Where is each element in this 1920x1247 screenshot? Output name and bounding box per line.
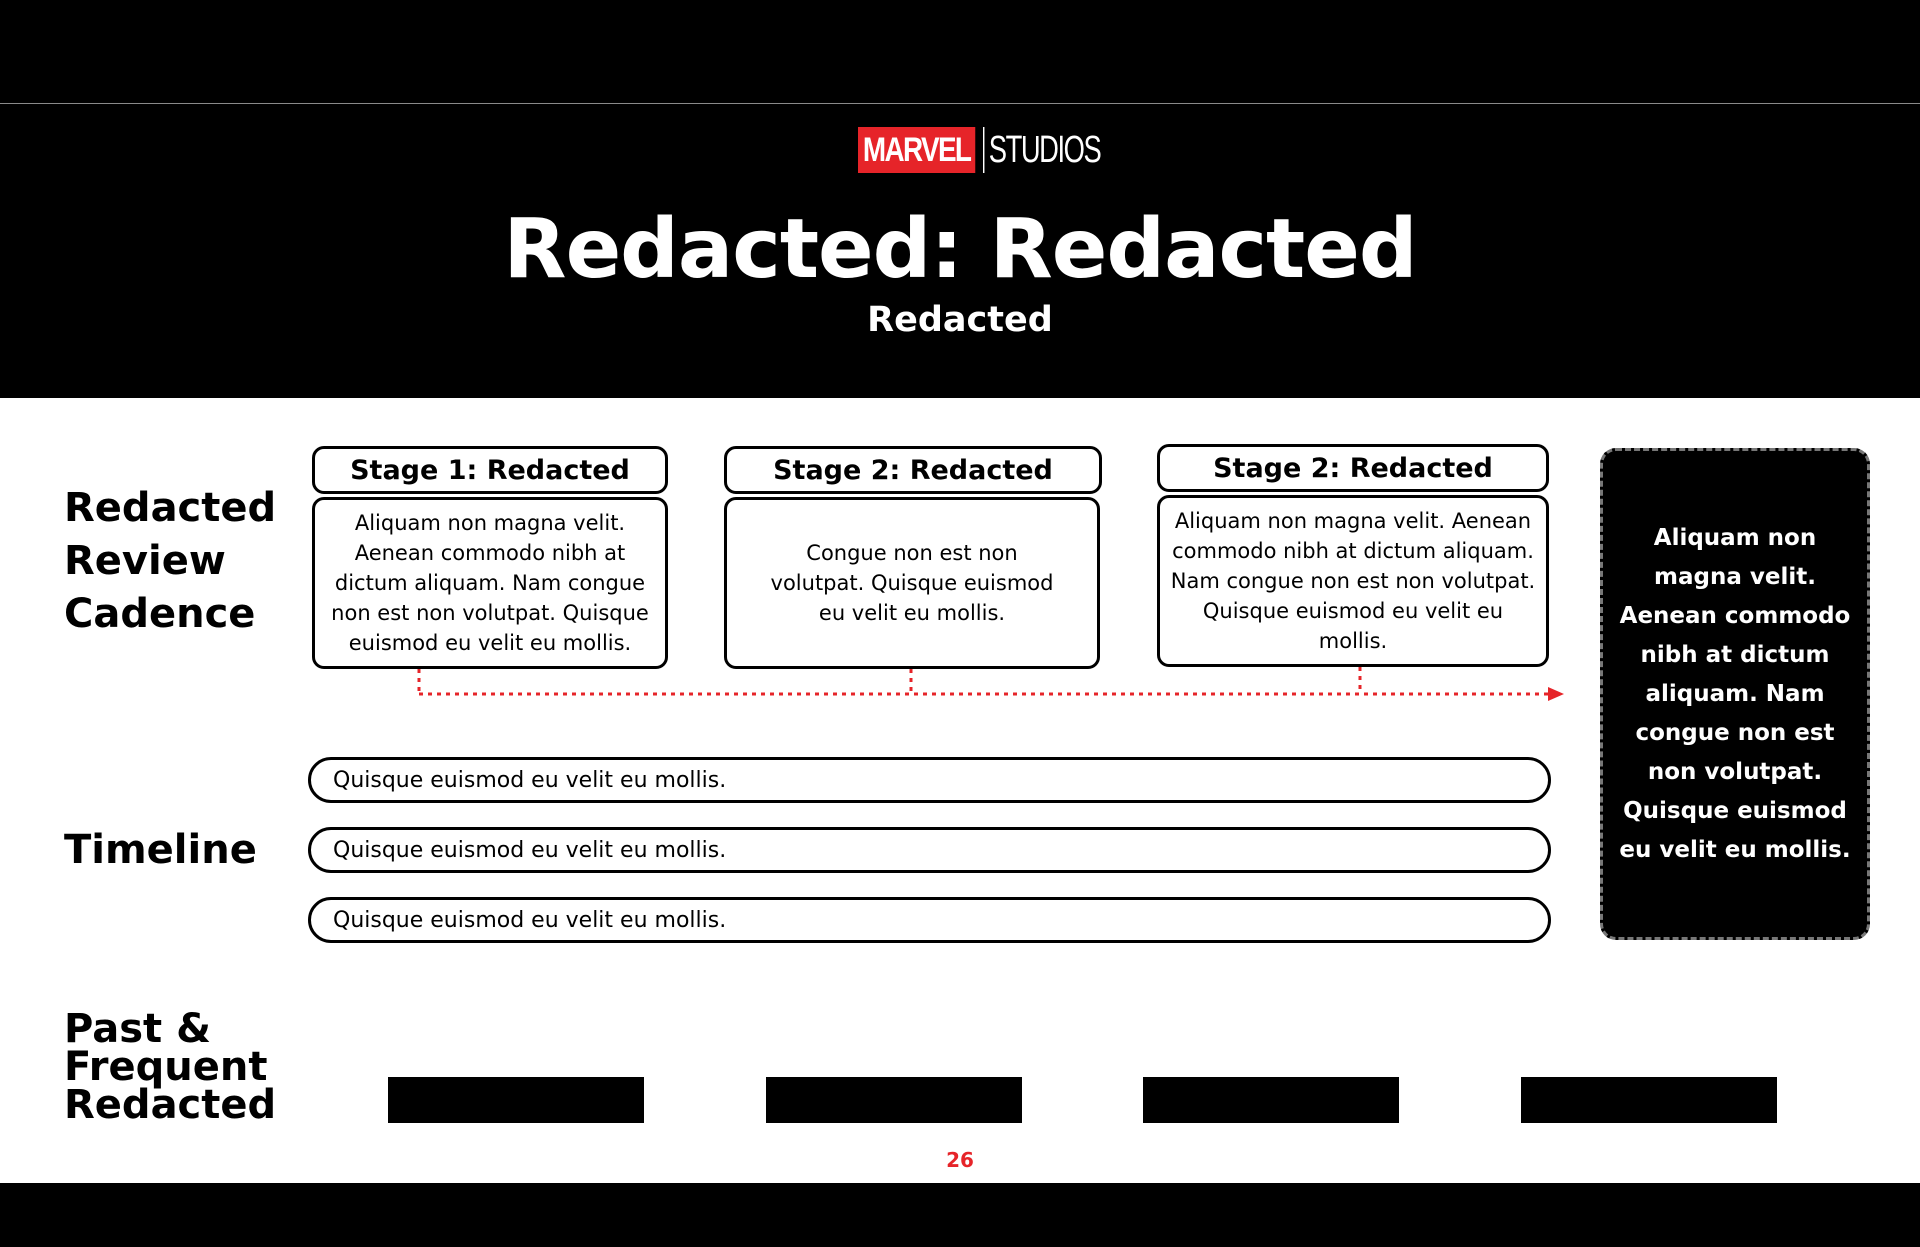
redaction-bar — [766, 1077, 1022, 1123]
stage-2-title: Stage 2: Redacted — [724, 446, 1102, 494]
page-number: 26 — [946, 1148, 974, 1172]
logo-studios-wordmark: STUDIOS — [983, 127, 1100, 173]
timeline-item: Quisque euismod eu velit eu mollis. — [308, 827, 1551, 873]
timeline-item: Quisque euismod eu velit eu mollis. — [308, 897, 1551, 943]
callout-box: Aliquam non magna velit. Aenean commodo nibh at dictum aliquam. Nam congue non est non volutpat. Quisque euismod eu velit eu mollis. — [1600, 448, 1870, 940]
stage-1-body: Aliquam non magna velit. Aenean commodo nibh at dictum aliquam. Nam congue non est non volutpat. Quisque euismod eu velit eu mollis. — [312, 497, 668, 669]
stage-3-body: Aliquam non magna velit. Aenean commodo nibh at dictum aliquam. Nam congue non est non volutpat. Quisque euismod eu velit eu mollis. — [1157, 495, 1549, 667]
section-label-timeline: Timeline — [64, 827, 257, 873]
stage-3-title: Stage 2: Redacted — [1157, 444, 1549, 492]
timeline-item: Quisque euismod eu velit eu mollis. — [308, 757, 1551, 803]
stage-2-body: Congue non est non volutpat. Quisque euismod eu velit eu mollis. — [724, 497, 1100, 669]
flow-arrowhead — [1548, 687, 1564, 701]
section-label-review-cadence: Redacted Review Cadence — [64, 485, 277, 637]
redaction-bar — [1143, 1077, 1399, 1123]
page-title: Redacted: Redacted — [503, 202, 1417, 297]
stage-1-title: Stage 1: Redacted — [312, 446, 668, 494]
page-subtitle: Redacted — [867, 300, 1053, 340]
redaction-bar — [388, 1077, 644, 1123]
section-label-past-frequent: Past & Frequent Redacted — [64, 1006, 277, 1128]
logo-marvel-mark: MARVEL — [858, 127, 975, 173]
redaction-bar — [1521, 1077, 1777, 1123]
